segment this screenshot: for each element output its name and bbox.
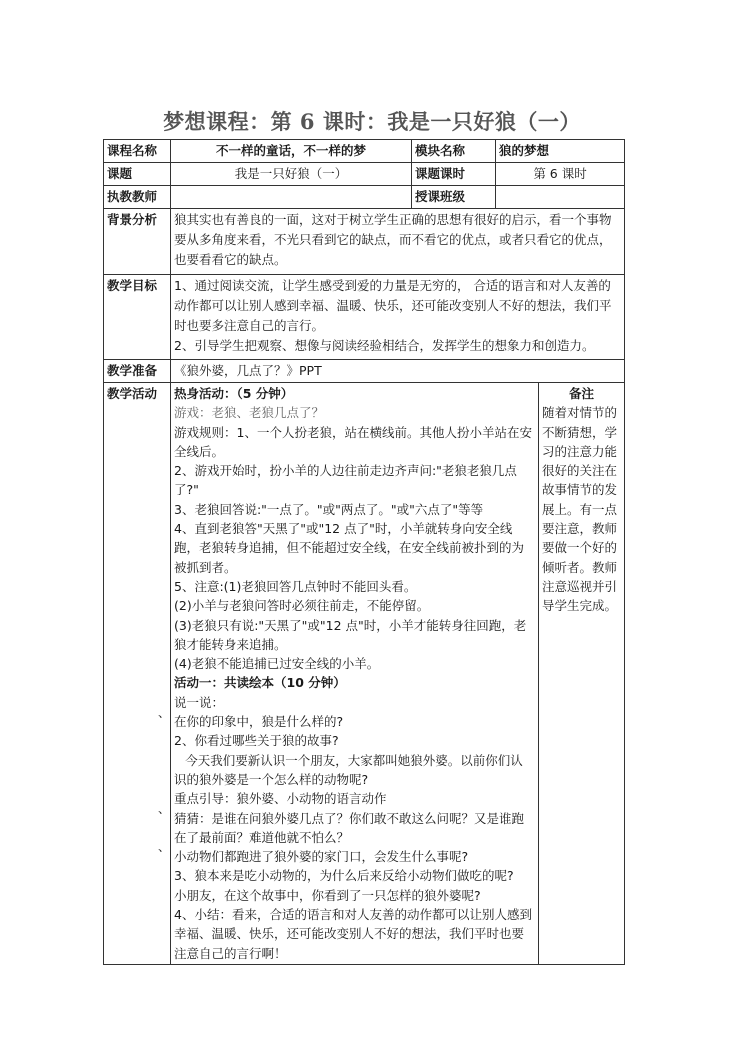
prep-label: 教学准备 xyxy=(104,360,171,383)
activity-line: 重点引导：狼外婆、小动物的语言动作 xyxy=(174,791,387,807)
teacher-value xyxy=(171,186,412,209)
activity-line: 游戏：老狼、老狼几点了？ xyxy=(174,405,325,421)
module-name-label: 模块名称 xyxy=(412,140,496,163)
activity-line: (4)老狼不能追捕已过安全线的小羊。 xyxy=(174,656,380,672)
activities-label: 教学活动 xyxy=(104,383,171,965)
activity-line: (2)小羊与老狼问答时必须往前走，不能停留。 xyxy=(174,598,430,614)
prep-text: 《狼外婆，几点了？》PPT xyxy=(171,360,625,383)
bullet-mark: 、 xyxy=(158,802,171,816)
goal-item: 1、通过阅读交流，让学生感受到爱的力量是无穷的， 合适的语言和对人友善的动作都可以让别人感到幸福、温暖、快乐，还可能改变别人不好的想法，我们平时也要多注意自己的言行。 xyxy=(174,278,612,333)
activity-line: 2、你看过哪些关于狼的故事? xyxy=(174,733,339,749)
goals-label: 教学目标 xyxy=(104,275,171,360)
course-name-label: 课程名称 xyxy=(104,140,171,163)
goal-item: 2、引导学生把观察、想像与阅读经验相结合，发挥学生的想象力和创造力。 xyxy=(174,338,595,353)
activity-line: 3、老狼回答说:"一点了。"或"两点了。"或"六点了"等等 xyxy=(174,501,484,517)
activity-one-heading: 活动一：共读绘本（10 分钟） xyxy=(174,675,346,691)
course-name-value: 不一样的童话，不一样的梦 xyxy=(171,140,412,163)
activity-line: (3)老狼只有说:"天黑了"或"12 点"时，小羊才能转身往回跑，老狼才能转身来追捕。 xyxy=(174,617,527,652)
activities-content xyxy=(171,383,539,965)
class-value xyxy=(496,186,625,209)
topic-value: 我是一只好狼（一） xyxy=(171,163,412,186)
activity-line: 猜猜：是谁在问狼外婆几点了？你们敢不敢这么问呢？又是谁跑在了最前面？难道他就不怕么？ xyxy=(174,810,525,845)
document-title: 梦想课程：第 6 课时：我是一只好狼（一） xyxy=(163,109,581,134)
notes-content xyxy=(539,383,625,965)
activity-line: 今天我们要新认识一个朋友，大家都叫她狼外婆。以前你们认识的狼外婆是一个怎么样的动物呢? xyxy=(174,752,523,787)
warmup-heading: 热身活动：（5 分钟） xyxy=(174,386,294,401)
activity-line: 4、小结：看来，合适的语言和对人友善的动作都可以让别人感到幸福、温暖、快乐，还可能改变别人不好的想法，我们平时也要注意自己的言行啊！ xyxy=(174,907,532,961)
class-label: 授课班级 xyxy=(412,186,496,209)
module-name-value: 狼的梦想 xyxy=(496,140,625,163)
lesson-plan-table xyxy=(103,139,625,965)
activity-line: 游戏规则：1、一个人扮老狼，站在横线前。其他人扮小羊站在安全线后。 xyxy=(174,424,532,459)
goals-content xyxy=(171,275,625,360)
activity-line: 2、游戏开始时，扮小羊的人边往前走边齐声问:"老狼老狼几点了?" xyxy=(174,463,517,498)
lesson-value: 第 6 课时 xyxy=(496,163,625,186)
activity-line: 在你的印象中，狼是什么样的? xyxy=(174,714,344,730)
notes-text: 随着对情节的不断猜想，学习的注意力能很好的关注在故事情节的发展上。有一点要注意，教师要做一个好的倾听者。教师注意巡视并引导学生完成。 xyxy=(542,405,618,614)
bullet-mark: 、 xyxy=(158,840,171,854)
notes-label: 备注 xyxy=(569,386,595,401)
activity-line: 4、直到老狼答"天黑了"或"12 点了"时，小羊就转身向安全线跑，老狼转身追捕，但不能超过安全线，在安全线前被扑到的为被抓到者。 xyxy=(174,521,525,575)
activity-line: 说一说： xyxy=(174,694,225,710)
teacher-label: 执教教师 xyxy=(104,186,171,209)
activity-line: 3、狼本来是吃小动物的，为什么后来反给小动物们做吃的呢? xyxy=(174,868,514,884)
activity-line: 小朋友，在这个故事中，你看到了一只怎样的狼外婆呢? xyxy=(174,887,481,903)
activity-line: 小动物们都跑进了狼外婆的家门口，会发生什么事呢? xyxy=(174,849,469,865)
background-label: 背景分析 xyxy=(104,209,171,275)
lesson-label: 课题课时 xyxy=(412,163,496,186)
bullet-mark: 、 xyxy=(158,706,171,720)
topic-label: 课题 xyxy=(104,163,171,186)
activity-line: 5、注意:(1)老狼回答几点钟时不能回头看。 xyxy=(174,578,417,594)
background-text: 狼其实也有善良的一面，这对于树立学生正确的思想有很好的启示，看一个事物要从多角度来看，不光只看到它的缺点，而不看它的优点，或者只看它的优点，也要看看它的缺点。 xyxy=(171,209,625,275)
